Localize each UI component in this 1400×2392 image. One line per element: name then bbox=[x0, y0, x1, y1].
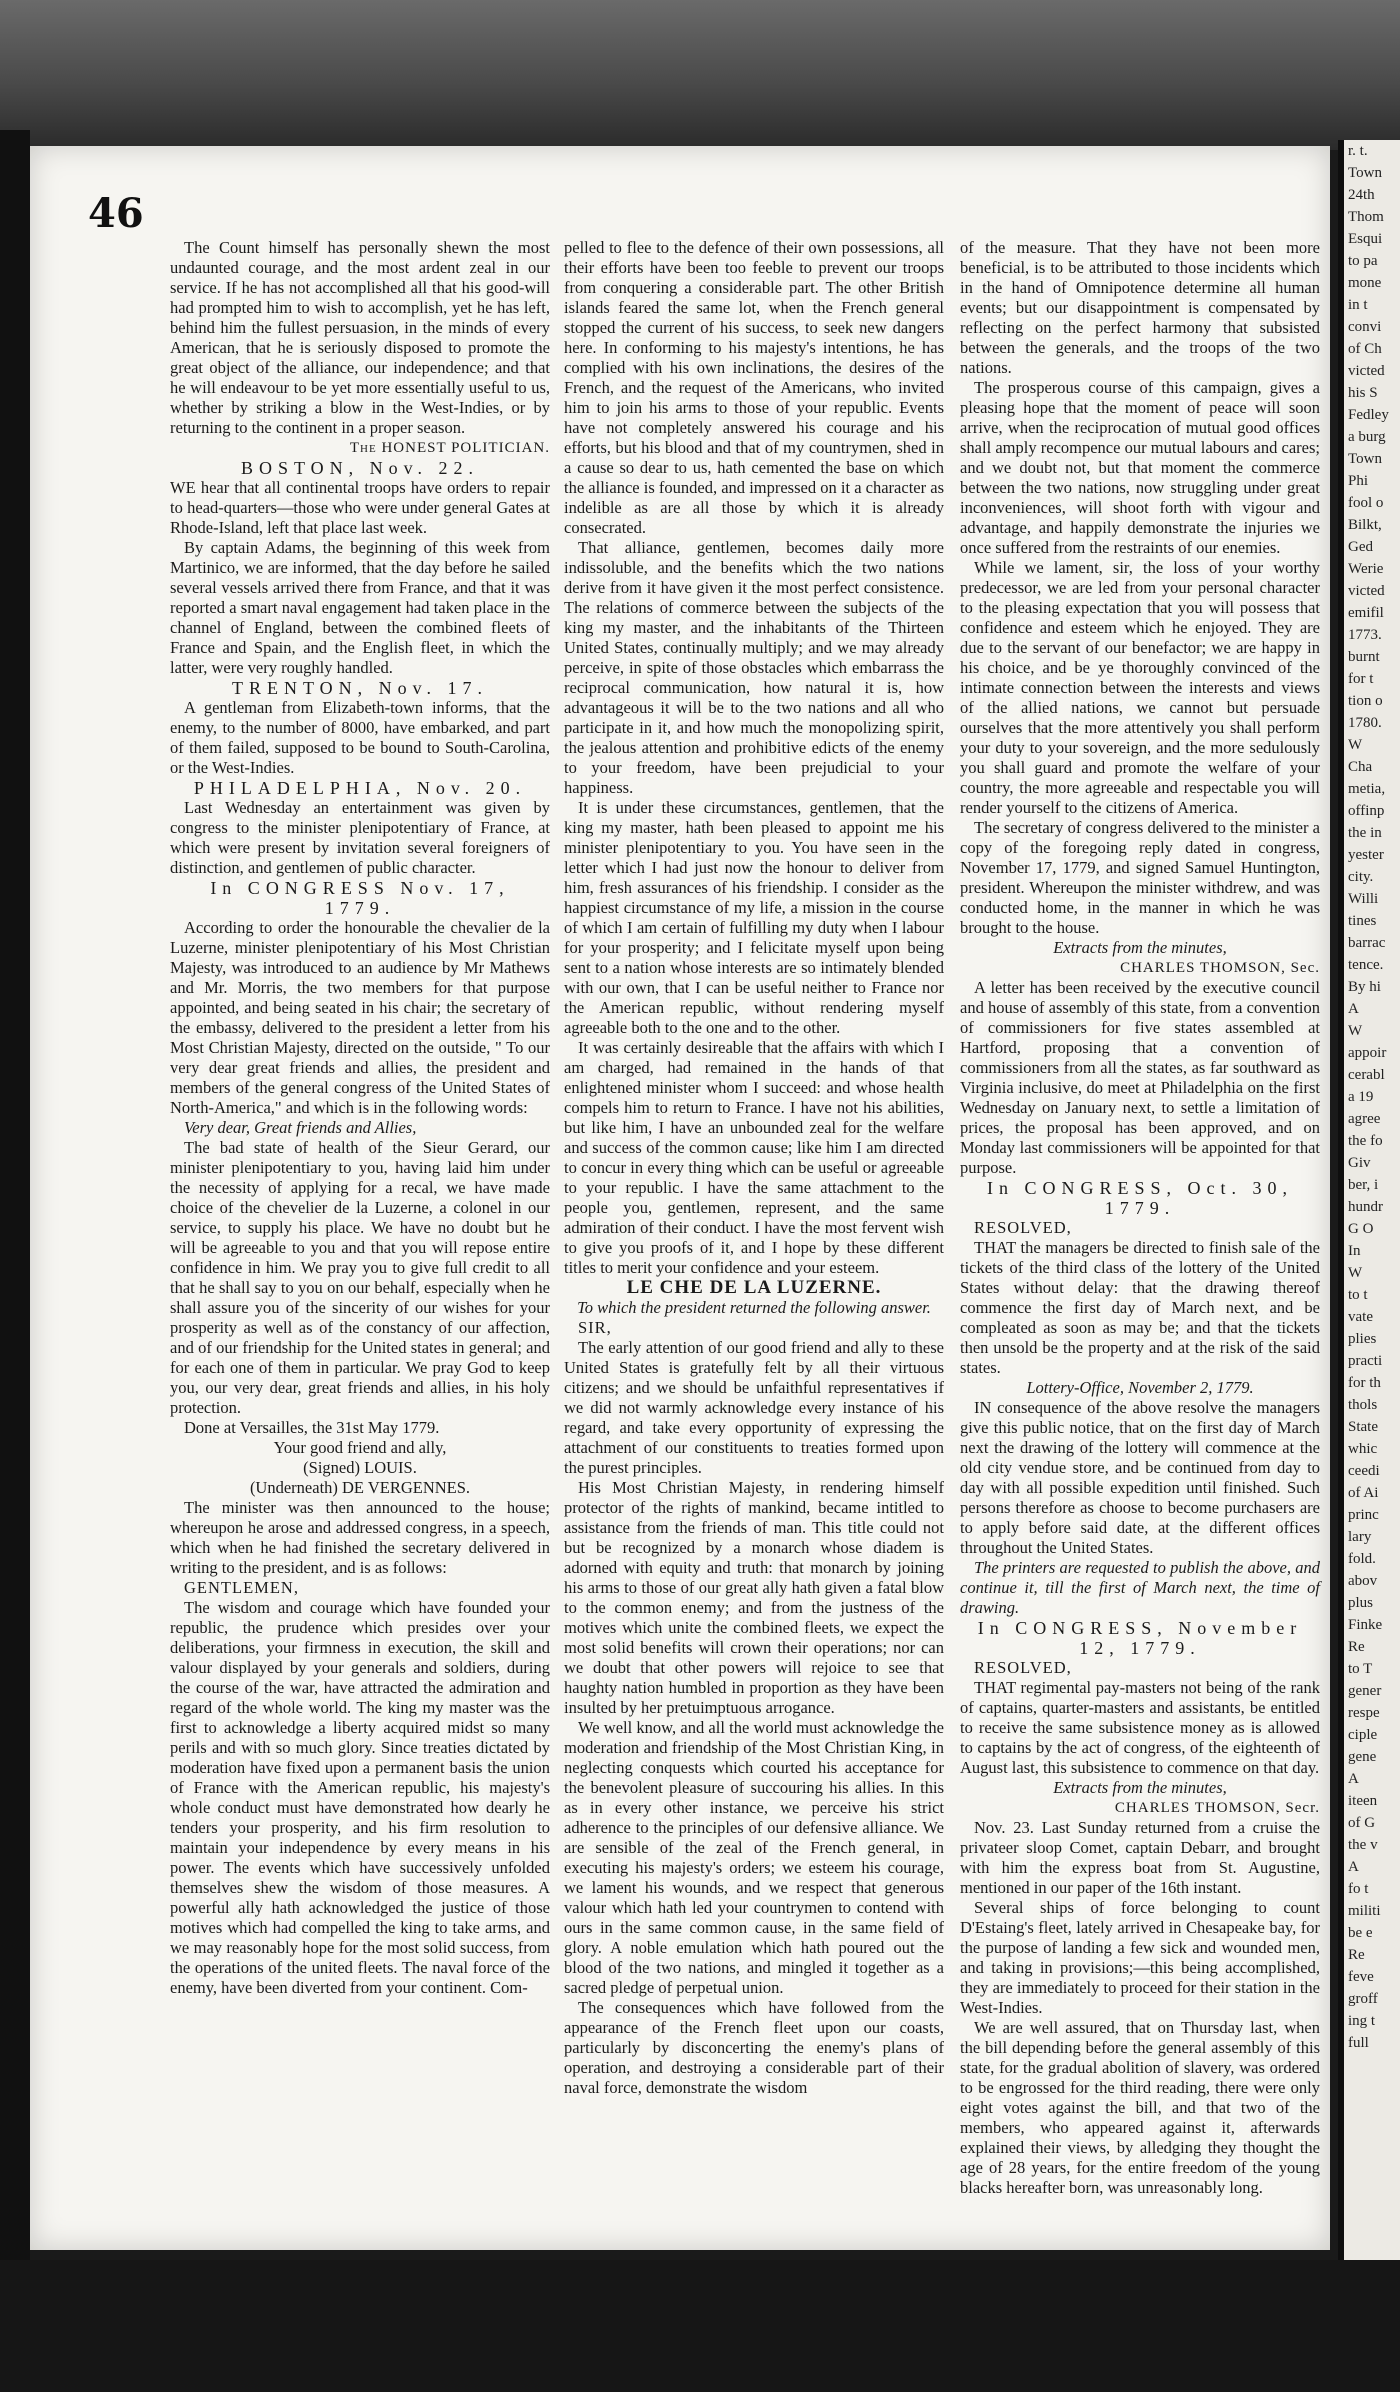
lottery-office-dateline: Lottery-Office, November 2, 1779. bbox=[1026, 1378, 1254, 1397]
signature-thomson: CHARLES THOMSON, Secr. bbox=[1114, 1800, 1320, 1816]
paragraph: pelled to flee to the defence of their own possessions, all their efforts have been too feeble to prevent our troops from conquering a considerable part. The other British islands feared the same lot, when the French general stopped the current of his success, to seek new dangers here. In conforming to his majesty's intentions, he has complied with his own inclinations, the desires of the French, and the request of the Americans, who invited him to join his arms to those of your republic. Events have not completely answered his courage and his efforts, but his blood and that of my countrymen, shed in a cause so dear to us, hath cemented the base on which the alliance is founded, and impressed on it a character as indelible as are all those by which it is already consecrated. bbox=[564, 238, 944, 537]
edge-text-fragment: yester bbox=[1348, 847, 1384, 863]
edge-text-fragment: of Ai bbox=[1348, 1485, 1379, 1501]
edge-text-fragment: his S bbox=[1348, 385, 1378, 401]
edge-text-fragment: ing t bbox=[1348, 2013, 1376, 2029]
paragraph: It was certainly desireable that the affairs with which I am charged, had remained in the hands of that enlightened minister whom I succeed: and whose health compels him to return to France. I have not his abilities, but like him, I have an unbounded zeal for the welfare and success of the common cause; like him I am directed to concur in every thing which can be useful or agreeable to your republic. I have the same attachment to the people you, gentlemen, represent, and the same admiration of their conduct. I have the most fervent wish to give you proofs of it, and I hope by these different titles to merit your confidence and your esteem. bbox=[564, 1038, 944, 1277]
edge-text-fragment: Town bbox=[1348, 451, 1382, 467]
extracts-label: Extracts from the minutes, bbox=[1053, 1778, 1227, 1797]
edge-text-fragment: for th bbox=[1348, 1375, 1381, 1391]
paragraph: A letter has been received by the executive council and house of assembly of this state, from a convention of commissioners for five states assembled at Hartford, proposing that a convention of commissioners from all the states, as far southward as Virginia inclusive, do meet at Philadelphia on the first Wednesday on January next, to settle a limitation of prices, the proposal has been approved, and on Monday last commissioners will be appointed for that purpose. bbox=[960, 978, 1320, 1177]
edge-text-fragment: gener bbox=[1348, 1683, 1382, 1699]
paragraph: According to order the honourable the chevalier de la Luzerne, minister plenipotentiary of his Most Christian Majesty, was introduced to an audience by Mr Mathews and Mr. Morris, the two members for that purpose appointed, and being seated in his chair; the secretary of the embassy, delivered to the president a letter from his Most Christian Majesty, directed on the outside, " To our very dear great friends and allies, the president and members of the general congress of the United States of North-America," and which is in the following words: bbox=[170, 918, 550, 1117]
edge-text-fragment: Thom bbox=[1348, 209, 1384, 225]
edge-text-fragment: the fo bbox=[1348, 1133, 1383, 1149]
edge-text-fragment: metia, bbox=[1348, 781, 1386, 797]
edge-text-fragment: tion o bbox=[1348, 693, 1383, 709]
edge-text-fragment: groff bbox=[1348, 1991, 1378, 2007]
salutation: SIR, bbox=[578, 1318, 612, 1337]
closing: Your good friend and ally, bbox=[273, 1438, 447, 1457]
edge-text-fragment: burnt bbox=[1348, 649, 1380, 665]
edge-text-fragment: 1780. bbox=[1348, 715, 1382, 731]
subheading: To which the president returned the following answer. bbox=[577, 1298, 931, 1317]
paragraph: Several ships of force belonging to count D'Estaing's fleet, lately arrived in Chesapeake bay, for the purpose of landing a few sick and wounded men, and taking in provisions;—this being accomplished, they are immediately to proceed for their station in the West-Indies. bbox=[960, 1898, 1320, 2017]
edge-text-fragment: ciple bbox=[1348, 1727, 1378, 1743]
printers-notice: The printers are requested to publish the above, and continue it, till the first of March next, the time of drawing. bbox=[960, 1558, 1320, 1617]
edge-text-fragment: Giv bbox=[1348, 1155, 1371, 1171]
paragraph: Last Wednesday an entertainment was given by congress to the minister plenipotentiary of France, at which were present by invitation several foreigners of distinction, and gentlemen of public character. bbox=[170, 798, 550, 877]
heading-congress: In CONGRESS, Oct. 30, 1779. bbox=[986, 1178, 1293, 1218]
signature: The HONEST POLITICIAN. bbox=[349, 440, 550, 456]
edge-text-fragment: Esqui bbox=[1348, 231, 1383, 247]
edge-text-fragment: tines bbox=[1348, 913, 1377, 929]
edge-text-fragment: for t bbox=[1348, 671, 1374, 687]
edge-text-fragment: fool o bbox=[1348, 495, 1384, 511]
edge-text-fragment: W bbox=[1348, 1265, 1363, 1281]
signed-louis: (Signed) LOUIS. bbox=[303, 1458, 417, 1477]
column-1 bbox=[170, 238, 550, 1998]
edge-text-fragment: abov bbox=[1348, 1573, 1378, 1589]
scanner-background-bottom bbox=[0, 2260, 1400, 2392]
paragraph: of the measure. That they have not been more beneficial, is to be attributed to those incidents which in the hand of Omnipotence determine all human events; but our disappointment is compensated by reflecting on the perfect harmony that subsisted between the generals, and the troops of the two nations. bbox=[960, 238, 1320, 377]
edge-text-fragment: fo t bbox=[1348, 1881, 1369, 1897]
edge-text-fragment: Bilkt, bbox=[1348, 517, 1382, 533]
edge-text-fragment: appoir bbox=[1348, 1045, 1387, 1061]
paragraph: By captain Adams, the beginning of this week from Martinico, we are informed, that the day before he sailed several vessels arrived there from France, and that it was reported a smart naval engagement had taken place in the channel of England, between the combined fleets of France and Spain, and the English fleet, in which the latter, were very roughly handled. bbox=[170, 538, 550, 677]
edge-text-fragment: respe bbox=[1348, 1705, 1380, 1721]
edge-text-fragment: iteen bbox=[1348, 1793, 1378, 1809]
edge-text-fragment: 24th bbox=[1348, 187, 1375, 203]
paragraph: THAT the managers be directed to finish sale of the tickets of the third class of the lottery of the United States without delay: that the drawing thereof commence the first day of March next, and be compleated as soon as may be; and that the tickets then unsold be the property and at the risk of the said states. bbox=[960, 1238, 1320, 1377]
edge-text-fragment: plus bbox=[1348, 1595, 1374, 1611]
edge-text-fragment: G O bbox=[1348, 1221, 1374, 1237]
newspaper-page bbox=[30, 146, 1330, 2250]
edge-text-fragment: a 19 bbox=[1348, 1089, 1374, 1105]
paragraph: The early attention of our good friend and ally to these United States is gratefully felt by all their virtuous citizens; and we should be unfaithful representatives if we did not warmly acknowledge every instance of his regard, and take every opportunity of expressing the attachment of our constituents to treaties formed upon the purest principles. bbox=[564, 1338, 944, 1477]
edge-text-fragment: of G bbox=[1348, 1815, 1376, 1831]
dateline-philadelphia: PHILADELPHIA, Nov. 20. bbox=[193, 778, 527, 798]
extracts-label: Extracts from the minutes, bbox=[1053, 938, 1227, 957]
edge-text-fragment: emifil bbox=[1348, 605, 1384, 621]
paragraph: A gentleman from Elizabeth-town informs, that the enemy, to the number of 8000, have embarked, and part of them failed, supposed to be bound to South-Carolina, or the West-Indies. bbox=[170, 698, 550, 777]
edge-text-fragment: to pa bbox=[1348, 253, 1378, 269]
scanner-background-left bbox=[0, 130, 30, 2392]
paragraph: Nov. 23. Last Sunday returned from a cruise the privateer sloop Comet, captain Debarr, and brought with him the express boat from St. Augustine, mentioned in our paper of the 16th instant. bbox=[960, 1818, 1320, 1897]
edge-text-fragment: Willi bbox=[1348, 891, 1379, 907]
edge-text-fragment: full bbox=[1348, 2035, 1369, 2051]
salutation: GENTLEMEN, bbox=[184, 1578, 299, 1597]
edge-text-fragment: Ged bbox=[1348, 539, 1373, 555]
edge-text-fragment: gene bbox=[1348, 1749, 1377, 1765]
edge-text-fragment: barrac bbox=[1348, 935, 1386, 951]
edge-text-fragment: plies bbox=[1348, 1331, 1377, 1347]
edge-text-fragment: city. bbox=[1348, 869, 1374, 885]
resolved-label: RESOLVED, bbox=[974, 1658, 1072, 1677]
edge-text-fragment: A bbox=[1348, 1001, 1359, 1017]
paragraph: WE hear that all continental troops have orders to repair to head-quarters—those who were under general Gates at Rhode-Island, left that place last week. bbox=[170, 478, 550, 537]
edge-text-fragment: thols bbox=[1348, 1397, 1378, 1413]
edge-text-fragment: lary bbox=[1348, 1529, 1372, 1545]
edge-text-fragment: offinp bbox=[1348, 803, 1385, 819]
edge-text-fragment: By hi bbox=[1348, 979, 1381, 995]
edge-text-fragment: Cha bbox=[1348, 759, 1373, 775]
page-number: 46 bbox=[88, 190, 144, 237]
paragraph: The wisdom and courage which have founded your republic, the prudence which presides over your deliberations, your firmness in execution, the skill and valour displayed by your generals and soldiers, during the course of the war, have attracted the admiration and regard of the whole world. The king my master was the first to acknowledge a liberty acquired midst so many perils and with so much glory. Since treaties dictated by moderation have fixed upon a permanent basis the union of France with the American republic, his majesty's whole conduct must have demonstrated how dearly he tenders your prosperity, and his firm resolution to maintain your independence by every means in his power. The events which have successively unfolded themselves shew the wisdom of those measures. A powerful ally hath acknowledged the justice of those motives which had compelled the king to take arms, and we may reasonably hope for the most solid success, from the operations of the united fleets. The naval force of the enemy, have been diverted from your continent. Com- bbox=[170, 1598, 550, 1997]
edge-text-fragment: State bbox=[1348, 1419, 1378, 1435]
edge-text-fragment: Town bbox=[1348, 165, 1382, 181]
edge-text-fragment: victed bbox=[1348, 583, 1385, 599]
dateline-trenton: TRENTON, Nov. 17. bbox=[232, 678, 488, 698]
paragraph: That alliance, gentlemen, becomes daily more indissoluble, and the benefits which the two nations derive from it have given it the most perfect consistence. The relations of commerce between the subjects of the king my master, and the inhabitants of the Thirteen United States, continually multiply; and we may already perceive, in spite of those obstacles which embarrass the reciprocal communication, how natural it is, how advantageous it will be to the two nations and all who participate in it, and how much the monopolizing spirit, the jealous attention and prohibitive edicts of the enemy to your freedom, have been prejudicial to your happiness. bbox=[564, 538, 944, 797]
paragraph: The minister was then announced to the house; whereupon he arose and addressed congress, in a speech, which when he had finished the secretary delivered in writing to the president, and is as follows: bbox=[170, 1498, 550, 1577]
edge-text-fragment: cerabl bbox=[1348, 1067, 1385, 1083]
edge-text-fragment: be e bbox=[1348, 1925, 1373, 1941]
edge-text-fragment: convi bbox=[1348, 319, 1382, 335]
column-2 bbox=[564, 238, 944, 2098]
edge-text-fragment: W bbox=[1348, 1023, 1363, 1039]
edge-text-fragment: Werie bbox=[1348, 561, 1384, 577]
edge-text-fragment: mone bbox=[1348, 275, 1382, 291]
edge-text-fragment: fold. bbox=[1348, 1551, 1376, 1567]
signed-vergennes: (Underneath) DE VERGENNES. bbox=[249, 1478, 471, 1497]
paragraph: The Count himself has personally shewn the most undaunted courage, and the most ardent zeal in our service. If he has not accomplished all that his good-will had prompted him to wish to accomplish, yet he has left, behind him the fullest persuasion, in the minds of every American, that he is seriously disposed to promote the great object of the alliance, our independence; and that he will endeavour to be yet more essentially useful to us, whether by striking a blow in the West-Indies, or by returning to the continent in a proper season. bbox=[170, 238, 550, 437]
paragraph: The secretary of congress delivered to the minister a copy of the foregoing reply dated in congress, November 17, 1779, and signed Samuel Huntington, president. Whereupon the minister withdrew, and was conducted home, in the manner in which he was brought to the house. bbox=[960, 818, 1320, 937]
edge-text-fragment: ber, i bbox=[1348, 1177, 1379, 1193]
edge-text-fragment: Re bbox=[1348, 1947, 1365, 1963]
edge-text-fragment: vate bbox=[1348, 1309, 1373, 1325]
edge-text-fragment: 1773. bbox=[1348, 627, 1382, 643]
edge-text-fragment: victed bbox=[1348, 363, 1385, 379]
heading-congress: In CONGRESS Nov. 17, 1779. bbox=[210, 878, 510, 918]
scanner-background-top bbox=[0, 0, 1400, 150]
paragraph: While we lament, sir, the loss of your worthy predecessor, we are led from your personal character to the pleasing expectation that you will possess that confidence and esteem which he enjoyed. They are due to the servant of our benefactor; we are happy in his choice, and be ye thoroughly convinced of the intimate connection between the interests and views of the allied nations, we cannot but persuade ourselves that the more attentively you shall perform your duty to your sovereign, and the more sedulously you shall guard and promote the welfare of your country, the more agreeable and respectable you will render yourself to the citizens of America. bbox=[960, 558, 1320, 817]
paragraph: We are well assured, that on Thursday last, when the bill depending before the general assembly of this state, for the gradual abolition of slavery, was ordered to be engrossed for the third reading, there were only eight votes against the bill, and that two of the members, who appeared against it, afterwards explained their views, by alledging they thought the age of 28 years, for the entire freedom of the young blacks hereafter born, was unreasonably long. bbox=[960, 2018, 1320, 2197]
paragraph: The consequences which have followed from the appearance of the French fleet upon our coasts, particularly by disconcerting the enemy's plans of operation, and destroying a considerable part of their naval force, demonstrate the wisdom bbox=[564, 1998, 944, 2097]
signature-luzerne: LE CHE DE LA LUZERNE. bbox=[626, 1277, 882, 1298]
edge-text-fragment: feve bbox=[1348, 1969, 1374, 1985]
edge-text-fragment: princ bbox=[1348, 1507, 1379, 1523]
edge-text-fragment: the in bbox=[1348, 825, 1382, 841]
edge-text-fragment: Re bbox=[1348, 1639, 1365, 1655]
heading-congress: In CONGRESS, November 12, 1779. bbox=[977, 1618, 1303, 1658]
edge-text-fragment: tence. bbox=[1348, 957, 1384, 973]
dateline-boston: BOSTON, Nov. 22. bbox=[240, 458, 479, 478]
edge-text-fragment: r. t. bbox=[1348, 143, 1368, 159]
resolved-label: RESOLVED, bbox=[974, 1218, 1072, 1237]
edge-text-fragment: hundr bbox=[1348, 1199, 1383, 1215]
paragraph: It is under these circumstances, gentlemen, that the king my master, hath been pleased to appoint me his minister plenipotentiary to you. You have seen in the letter which I had just now the honour to deliver from him, fresh assurances of his friendship. I consider as the happiest circumstance of my life, a mission in the course of which I am certain of fulfilling my duty when I labour for your prosperity; and I felicitate myself upon being sent to a nation whose interests are so intimately blended with our own, that I can be useful neither to France nor the American republic, without rendering myself agreeable both to the one and to the other. bbox=[564, 798, 944, 1037]
edge-text-fragment: in t bbox=[1348, 297, 1368, 313]
next-page-edge bbox=[1338, 140, 1400, 2260]
edge-text-fragment: A bbox=[1348, 1771, 1359, 1787]
edge-text-fragment: ceedi bbox=[1348, 1463, 1380, 1479]
paragraph: IN consequence of the above resolve the managers give this public notice, that on the first day of March next the drawing of the lottery will commence at the old city vendue store, and be continued from day to day with all possible expedition until finished. Such persons therefore as choose to become purchasers are to apply before said date, at the different offices throughout the United States. bbox=[960, 1398, 1320, 1557]
edge-text-fragment: militi bbox=[1348, 1903, 1381, 1919]
edge-text-fragment: Phi bbox=[1348, 473, 1369, 489]
column-3 bbox=[960, 238, 1320, 2198]
dateline-versailles: Done at Versailles, the 31st May 1779. bbox=[184, 1418, 440, 1437]
signature-thomson: CHARLES THOMSON, Sec. bbox=[1120, 960, 1320, 976]
edge-text-fragment: to t bbox=[1348, 1287, 1368, 1303]
edge-text-fragment: the v bbox=[1348, 1837, 1378, 1853]
edge-text-fragment: agree bbox=[1348, 1111, 1381, 1127]
edge-text-fragment: A bbox=[1348, 1859, 1359, 1875]
edge-text-fragment: a burg bbox=[1348, 429, 1386, 445]
paragraph: His Most Christian Majesty, in rendering himself protector of the rights of mankind, became intitled to assistance from the friends of man. This title could not but be recognized by a monarch whose diadem is adorned with equity and truth: that monarch by joining his arms to those of our great ally hath given a fatal blow to the common enemy; and from the justness of the motives which unite the combined fleets, we expect the most solid benefits will crown their operations; nor can we doubt that other powers will rejoice to see that haughty nation humbled in proportion as they have been insulted by her pretuimptuous arrogance. bbox=[564, 1478, 944, 1717]
edge-text-fragment: In bbox=[1348, 1243, 1361, 1259]
edge-text-fragment: Finke bbox=[1348, 1617, 1383, 1633]
edge-text-fragment: Fedley bbox=[1348, 407, 1389, 423]
paragraph: THAT regimental pay-masters not being of the rank of captains, quarter-masters and assistants, be entitled to receive the same subsistence money as is allowed to captains by the act of congress, of the eighteenth of August last, this subsistence to commence on that day. bbox=[960, 1678, 1320, 1777]
paragraph: We well know, and all the world must acknowledge the moderation and friendship of the Most Christian King, in neglecting conquests which courted his acceptance for the benevolent pleasure of succouring his allies. In this as in every other instance, we perceive his strict adherence to the principles of our defensive alliance. We are sensible of the zeal of the French general, in executing his majesty's orders; we esteem his courage, we lament his wounds, and we respect that generous valour which hath led your countrymen to contend with ours in the same common cause, in the same field of glory. A noble emulation which hath poured out the blood of the two nations, and mingled it together as a sacred pledge of perpetual union. bbox=[564, 1718, 944, 1997]
salutation: Very dear, Great friends and Allies, bbox=[184, 1118, 417, 1137]
edge-text-fragment: W bbox=[1348, 737, 1363, 753]
paragraph: The bad state of health of the Sieur Gerard, our minister plenipotentiary to you, having laid him under the necessity of applying for a recal, we have made choice of the chevelier de la Luzerne, a colonel in our service, to supply his place. We have no doubt but he will be agreeable to you and that you will repose entire confidence in him. We pray you to give full credit to all that he shall say to you on our behalf, especially when he shall assure you of the sincerity of our wishes for your prosperity as well as of the constancy of our affection, and of our friendship for the United states in general; and for each one of them in particular. We pray God to keep you, our very dear, great friends and allies, in his holy protection. bbox=[170, 1138, 550, 1417]
edge-text-fragment: of Ch bbox=[1348, 341, 1382, 357]
paragraph: The prosperous course of this campaign, gives a pleasing hope that the moment of peace will soon arrive, when the reciprocation of mutual good offices shall amply recompence our mutual labours and cares; and we doubt not, but that moment the commerce between the two nations, now struggling under great inconveniences, will shoot forth with vigour and advantage, and happily demonstrate the injuries we once suffered from the restraints of our enemies. bbox=[960, 378, 1320, 557]
edge-text-fragment: to T bbox=[1348, 1661, 1373, 1677]
edge-text-fragment: whic bbox=[1348, 1441, 1378, 1457]
edge-text-fragment: practi bbox=[1348, 1353, 1383, 1369]
